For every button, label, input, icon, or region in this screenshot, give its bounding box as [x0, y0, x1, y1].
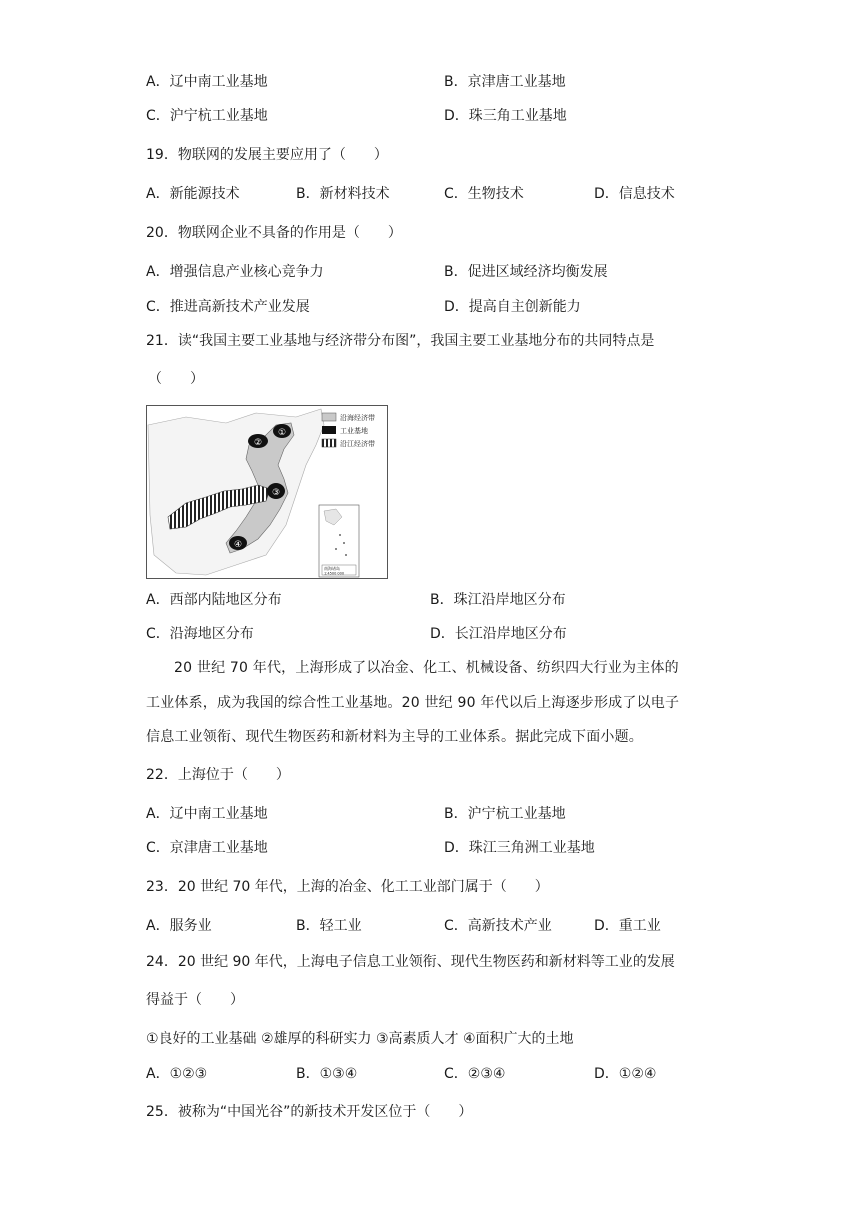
q20-stem: 20．物联网企业不具备的作用是（ ） — [146, 225, 402, 241]
q19-option-c: C．生物技术 — [444, 186, 524, 202]
q19-option-d: D．信息技术 — [594, 186, 675, 202]
q21-option-b: B．珠江沿岸地区分布 — [430, 592, 566, 608]
q20-option-b: B．促进区域经济均衡发展 — [444, 264, 608, 280]
q18-option-c: C．沪宁杭工业基地 — [146, 108, 268, 124]
q24-option-d: D．①②④ — [594, 1066, 657, 1082]
q23-option-b: B．轻工业 — [296, 918, 362, 934]
legend-swatch-yangtze — [322, 439, 336, 447]
q21-option-d: D．长江沿岸地区分布 — [430, 626, 567, 642]
map-label-4: ④ — [234, 540, 243, 550]
q20-option-c: C．推进高新技术产业发展 — [146, 299, 310, 315]
q20-option-a: A．增强信息产业核心竞争力 — [146, 264, 324, 280]
legend-swatch-base — [322, 426, 336, 434]
q19-option-b: B．新材料技术 — [296, 186, 390, 202]
q22-option-c: C．京津唐工业基地 — [146, 840, 268, 856]
q22-option-a: A．辽中南工业基地 — [146, 806, 268, 822]
legend-label-coastal: 沿海经济带 — [340, 414, 375, 422]
legend-label-base: 工业基地 — [340, 427, 368, 435]
legend-label-yangtze: 沿江经济带 — [340, 440, 375, 448]
q18-option-d: D．珠三角工业基地 — [444, 108, 567, 124]
map-label-3: ③ — [272, 488, 281, 498]
q21-option-a: A．西部内陆地区分布 — [146, 592, 282, 608]
q21-stem: 21．读“我国主要工业基地与经济带分布图”，我国主要工业基地分布的共同特点是 — [146, 333, 655, 349]
passage-line-3: 信息工业领衔、现代生物医药和新材料为主导的工业体系。据此完成下面小题。 — [146, 729, 643, 745]
q20-option-d: D．提高自主创新能力 — [444, 299, 581, 315]
industrial-base-map — [146, 405, 388, 579]
passage-line-1: 20 世纪 70 年代，上海形成了以冶金、化工、机械设备、纺织四大行业为主体的 — [174, 660, 679, 676]
q24-option-b: B．①③④ — [296, 1066, 358, 1082]
q21-option-c: C．沿海地区分布 — [146, 626, 254, 642]
q24-stem-continued: 得益于（ ） — [146, 992, 244, 1008]
q23-option-a: A．服务业 — [146, 918, 212, 934]
passage-line-2: 工业体系，成为我国的综合性工业基地。20 世纪 90 年代以后上海逐步形成了以电子 — [146, 695, 680, 711]
q23-stem: 23．20 世纪 70 年代，上海的冶金、化工工业部门属于（ ） — [146, 879, 549, 895]
q23-option-d: D．重工业 — [594, 918, 661, 934]
q24-items: ①良好的工业基础 ②雄厚的科研实力 ③高素质人才 ④面积广大的土地 — [146, 1031, 574, 1047]
q22-option-b: B．沪宁杭工业基地 — [444, 806, 566, 822]
inset-scale: 1:4500 000 — [324, 571, 345, 576]
q18-option-a: A．辽中南工业基地 — [146, 74, 268, 90]
q18-option-b: B．京津唐工业基地 — [444, 74, 566, 90]
legend-swatch-coastal — [322, 413, 336, 421]
q25-stem: 25．被称为“中国光谷”的新技术开发区位于（ ） — [146, 1104, 473, 1120]
q21-paren: （ ） — [148, 371, 204, 387]
map-label-1: ① — [278, 428, 287, 438]
q24-stem: 24．20 世纪 90 年代，上海电子信息工业领衔、现代生物医药和新材料等工业的发展 — [146, 954, 675, 970]
q22-stem: 22．上海位于（ ） — [146, 767, 290, 783]
q19-option-a: A．新能源技术 — [146, 186, 240, 202]
q19-stem: 19．物联网的发展主要应用了（ ） — [146, 147, 388, 163]
q22-option-d: D．珠江三角洲工业基地 — [444, 840, 595, 856]
q24-option-c: C．②③④ — [444, 1066, 506, 1082]
map-label-2: ② — [254, 438, 263, 448]
q24-option-a: A．①②③ — [146, 1066, 208, 1082]
q23-option-c: C．高新技术产业 — [444, 918, 552, 934]
inset-label: 南海诸岛 — [324, 566, 340, 571]
